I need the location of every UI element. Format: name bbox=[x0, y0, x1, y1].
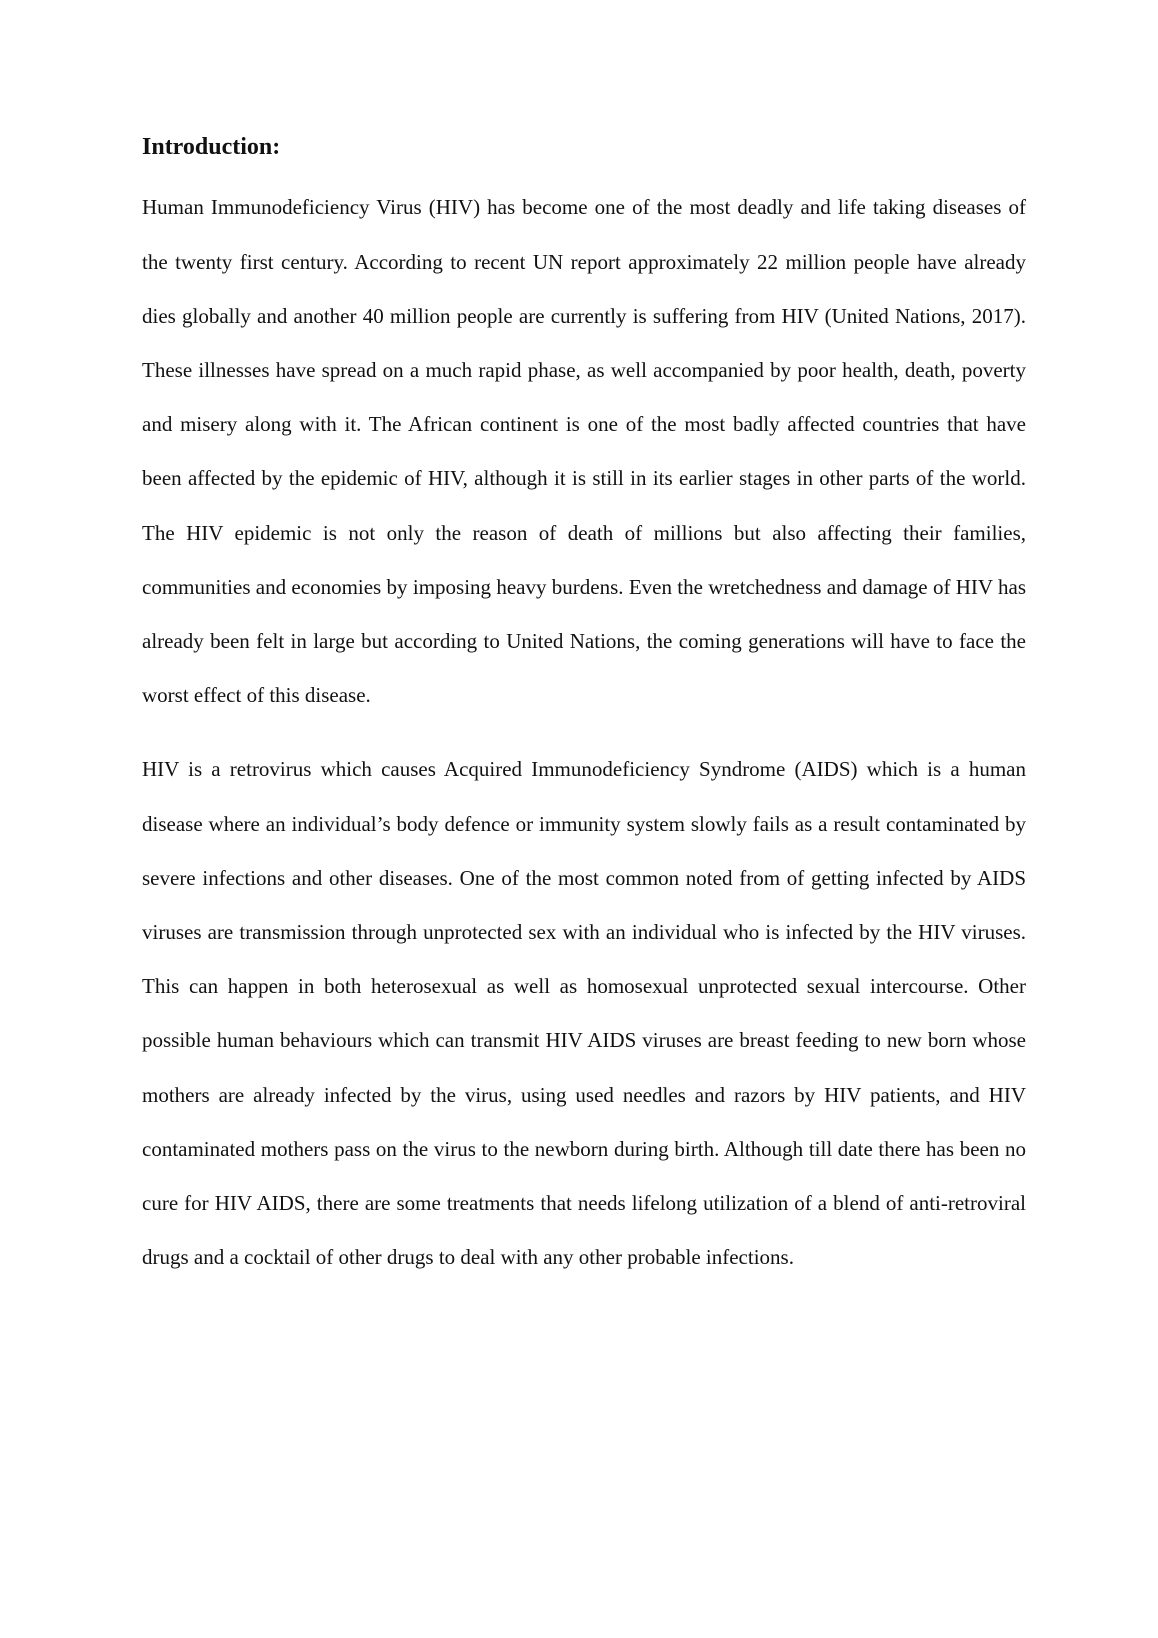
paragraph-1: Human Immunodeficiency Virus (HIV) has become one of the most deadly and life taking diseases of the twenty first century. According to recent UN report approximately 22 million people have already dies globally and another 40 million people are currently is suffering from HIV (United Nations, 2017). These illnesses have spread on a much rapid phase, as well accompanied by poor health, death, poverty and misery along with it. The African continent is one of the most badly affected countries that have been affected by the epidemic of HIV, although it is still in its earlier stages in other parts of the world. The HIV epidemic is not only the reason of death of millions but also affecting their families, communities and economies by imposing heavy burdens. Even the wretchedness and damage of HIV has already been felt in large but according to United Nations, the coming generations will have to face the worst effect of this disease. bbox=[142, 195, 1026, 708]
document-body bbox=[142, 128, 1026, 1304]
paragraph-2: HIV is a retrovirus which causes Acquired Immunodeficiency Syndrome (AIDS) which is a human disease where an individual’s body defence or immunity system slowly fails as a result contaminated by severe infections and other diseases. One of the most common noted from of getting infected by AIDS viruses are transmission through unprotected sex with an individual who is infected by the HIV viruses. This can happen in both heterosexual as well as homosexual unprotected sexual intercourse. Other possible human behaviours which can transmit HIV AIDS viruses are breast feeding to new born whose mothers are already infected by the virus, using used needles and razors by HIV patients, and HIV contaminated mothers pass on the virus to the newborn during birth. Although till date there has been no cure for HIV AIDS, there are some treatments that needs lifelong utilization of a blend of anti-retroviral drugs and a cocktail of other drugs to deal with any other probable infections. bbox=[142, 757, 1026, 1270]
section-heading: Introduction: bbox=[142, 134, 281, 160]
